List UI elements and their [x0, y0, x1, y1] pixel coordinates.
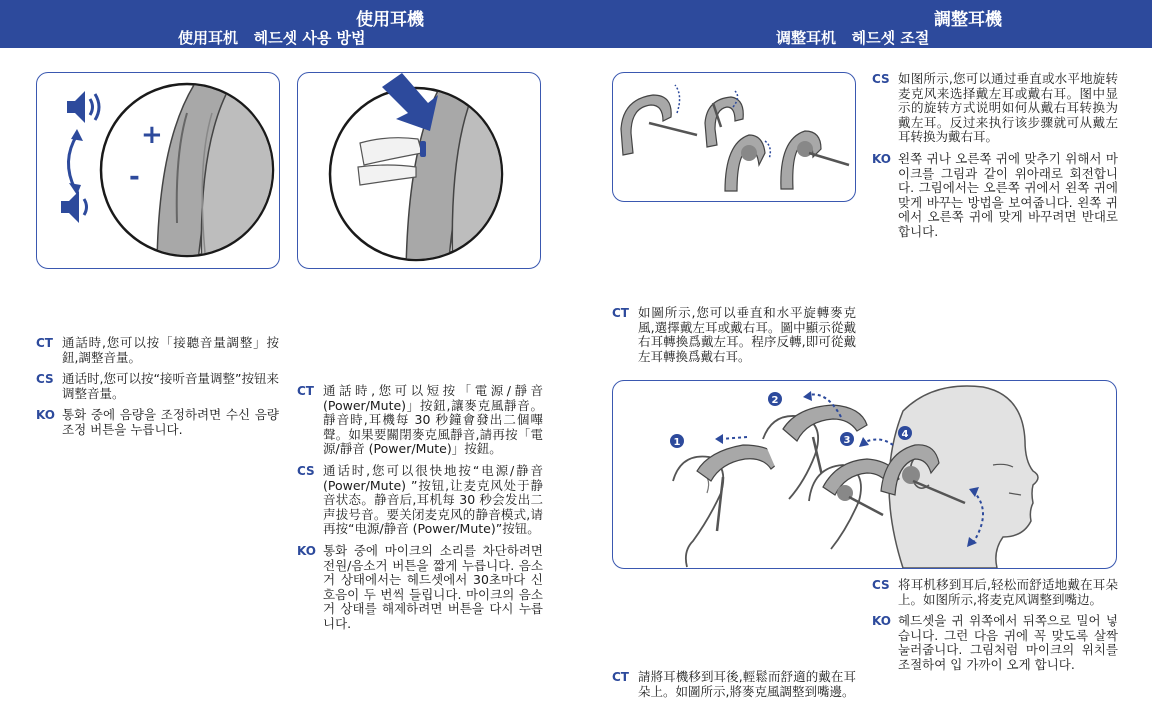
- instruction-text: 통화 중에 음량을 조정하려면 수신 음량 조정 버튼을 누릅니다.: [62, 407, 279, 437]
- speaker-loud-icon: [67, 91, 99, 123]
- mute-instructions: [297, 384, 543, 639]
- lang-code: KO: [36, 408, 55, 423]
- left-header-title: 使用耳機: [356, 10, 424, 30]
- right-header-title: 調整耳機: [934, 10, 1002, 30]
- headset-right-ear: [621, 95, 697, 155]
- instruction-text: 通話時,您可以按「接聽音量調整」按鈕,調整音量。: [62, 335, 279, 365]
- instruction-text: 将耳机移到耳后,轻松而舒适地戴在耳朵上。如图所示,将麦克风调整到嘴边。: [898, 577, 1118, 607]
- lang-code: CS: [297, 463, 315, 478]
- wear-instructions-ct: [612, 670, 856, 706]
- lang-code: CS: [36, 372, 54, 387]
- step-badge-4: 4: [901, 429, 909, 440]
- lang-code: CT: [36, 336, 53, 350]
- instruction-text: 通话时,您可以很快地按“电源/静音(Power/Mute) ”按钮,让麦克风处于静音状态。静音后,耳机每 30 秒会发出二声拔号音。要关闭麦克风的静音模式,请再按“电源/静音 (Power/Mute)”按钮。: [323, 462, 543, 537]
- lang-code: CS: [872, 578, 890, 592]
- speaker-soft-icon: [61, 191, 87, 223]
- lang-code: KO: [872, 614, 891, 629]
- mute-illustration-panel: [297, 72, 541, 269]
- lang-code: CT: [612, 306, 629, 320]
- instruction-text: 如圖所示,您可以垂直和水平旋轉麥克風,選擇戴左耳或戴右耳。圖中顯示從戴右耳轉換爲戴左耳。程序反轉,即可從戴左耳轉換爲戴右耳。: [638, 305, 856, 364]
- left-header-banner: [0, 0, 576, 48]
- lang-code: KO: [297, 543, 316, 558]
- instruction-text: 통화 중에 마이크의 소리를 차단하려면 전원/음소거 버튼을 짧게 누릅니다. 음소거 상태에서는 헤드셋에서 30초마다 신호음이 두 번씩 들립니다. 마이크의 음소거 상태를 해제하려면 버튼을 다시 누릅니다.: [323, 542, 543, 631]
- plus-label: +: [141, 120, 163, 150]
- right-header-subtitle: 调整耳机 헤드셋 조절: [776, 29, 930, 47]
- lang-code: KO: [872, 151, 891, 166]
- instruction-text: 通話時,您可以短按「電源/靜音(Power/Mute)」按鈕,讓麥克風靜音。靜音時,耳機每 30 秒鐘會發出二個嗶聲。如果要關閉麥克風靜音,請再按「電源/靜音 (Power/Mute)」按鈕。: [323, 383, 543, 457]
- rotate-illustration: [613, 73, 855, 201]
- step-badge-2: 2: [771, 395, 779, 406]
- wear-instructions-cs-ko: [872, 578, 1118, 680]
- step-badge-3: 3: [843, 435, 851, 446]
- rotate-arrow-icon: [675, 85, 680, 113]
- left-header-subtitle: 使用耳机 헤드셋 사용 방법: [178, 29, 366, 47]
- instruction-text: 通话时,您可以按“接听音量调整”按钮来调整音量。: [62, 371, 279, 401]
- instruction-text: 如图所示,您可以通过垂直或水平地旋转麦克风来选择戴左耳或戴右耳。图中显示的旋转方式说明如何从戴右耳转换为戴左耳。反过来执行该步骤就可从戴左耳转换为戴右耳。: [898, 71, 1118, 145]
- rotate-instructions-ct: [612, 306, 856, 371]
- lang-code: CT: [297, 384, 314, 398]
- volume-arrows-icon: [68, 129, 83, 195]
- instruction-text: 왼쪽 귀나 오른쪽 귀에 맞추기 위해서 마이크를 그림과 같이 위아래로 회전합니다. 그림에서는 오른쪽 귀에서 왼쪽 귀에 맞게 바꾸는 방법을 보여줍니다. 왼쪽 귀에서 오른쪽 귀에 맞게 바꾸려면 반대로 합니다.: [898, 150, 1118, 239]
- volume-illustration: [37, 73, 279, 268]
- headset-flipped: [725, 135, 770, 191]
- step-badge-1: 1: [673, 437, 681, 448]
- volume-instructions: [36, 336, 279, 445]
- mute-illustration: [298, 73, 540, 268]
- lang-code: CT: [612, 670, 629, 684]
- wearing-illustration-panel: [612, 380, 1117, 569]
- instruction-text: 請將耳機移到耳後,輕鬆而舒適的戴在耳朵上。如圖所示,將麥克風調整到嘴邊。: [638, 669, 856, 699]
- headset-turning: [705, 97, 743, 147]
- headset-left-ear: [781, 131, 849, 189]
- rotate-instructions-cs-ko: [872, 72, 1118, 247]
- lang-code: CS: [872, 72, 890, 86]
- instruction-text: 헤드셋을 귀 위쪽에서 뒤쪽으로 밀어 넣습니다. 그런 다음 귀에 꼭 맞도록 살짝 눌러줍니다. 그림처럼 마이크의 위치를 조절하여 입 가까이 오게 합니다.: [898, 613, 1118, 672]
- volume-illustration-panel: [36, 72, 280, 269]
- rotate-illustration-panel: [612, 72, 856, 202]
- right-header-banner: [576, 0, 1152, 48]
- minus-label: -: [129, 162, 140, 192]
- wearing-illustration: [613, 381, 1116, 568]
